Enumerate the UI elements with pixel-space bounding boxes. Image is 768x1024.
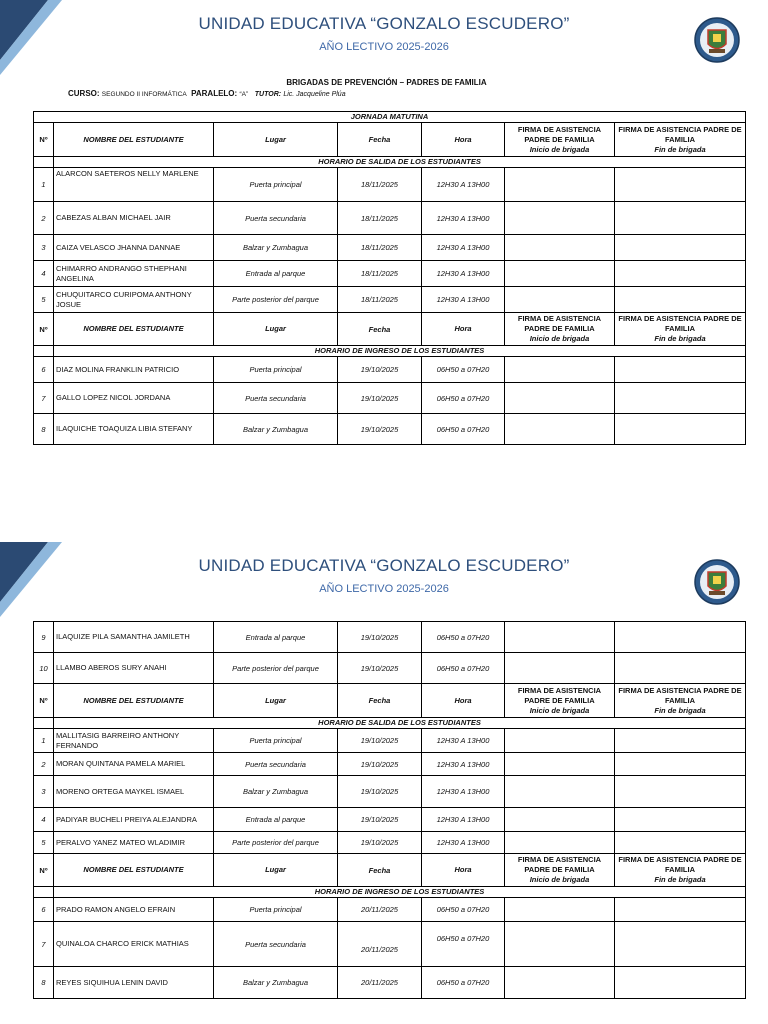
date-cell: 18/11/2025: [338, 261, 422, 287]
signature-cell[interactable]: [615, 622, 746, 653]
table-row: [34, 168, 746, 202]
signature-cell[interactable]: [505, 235, 615, 261]
date-cell: Fecha: [338, 854, 422, 887]
row-number-cell: 7: [34, 383, 54, 414]
time-cell: Hora: [422, 854, 505, 887]
document-page-2: [0, 542, 768, 1024]
time-cell: 06H50 a 07H20: [422, 383, 505, 414]
student-name-cell: MORENO ORTEGA MAYKEL ISMAEL: [54, 776, 214, 808]
student-name-cell: GALLO LOPEZ NICOL JORDANA: [54, 383, 214, 414]
place-cell: Parte posterior del parque: [214, 832, 338, 854]
text-span: Fin de brigada: [654, 705, 706, 715]
column-header: NOMBRE DEL ESTUDIANTE: [54, 854, 214, 887]
time-cell: 06H50 a 07H20: [422, 622, 505, 653]
row-number-cell: 6: [34, 898, 54, 922]
document-heading: BRIGADAS DE PREVENCIÓN – PADRES DE FAMILIA: [286, 78, 487, 87]
header-row: [34, 123, 746, 157]
place-cell: Puerta secundaria: [214, 383, 338, 414]
signature-cell[interactable]: [505, 776, 615, 808]
date-cell: 19/10/2025: [338, 808, 422, 832]
signature-cell[interactable]: [505, 753, 615, 776]
text-span: Inicio de brigada: [529, 334, 590, 343]
time-cell: 12H30 A 13H00: [422, 832, 505, 854]
row-number-cell: 1: [34, 729, 54, 753]
col-hora-header: Hora: [422, 123, 505, 157]
paralelo-label: PARALELO:: [191, 89, 238, 98]
student-name-cell: PADIYAR BUCHELI PREIYA ALEJANDRA: [54, 808, 214, 832]
row-number-cell: 8: [34, 967, 54, 999]
student-name-cell: ILAQUIZE PILA SAMANTHA JAMILETH: [54, 622, 214, 653]
student-name-cell: MORAN QUINTANA PAMELA MARIEL: [54, 753, 214, 776]
table-cell: [505, 313, 615, 346]
signature-cell[interactable]: [615, 168, 746, 202]
student-name-cell: CAIZA VELASCO JHANNA DANNAE: [54, 235, 214, 261]
time-cell: Hora: [422, 684, 505, 718]
time-cell: 06H50 a 07H20: [422, 414, 505, 445]
text-span: [34, 112, 746, 445]
header-row: [34, 854, 746, 887]
table-row: [34, 808, 746, 832]
document-page-1: [0, 0, 768, 500]
salida-band-row: [34, 718, 746, 729]
place-cell: Parte posterior del parque: [214, 653, 338, 684]
text-span: Inicio de brigada: [529, 144, 590, 154]
place-cell: Puerta principal: [214, 357, 338, 383]
table-row: [34, 414, 746, 445]
school-year: AÑO LECTIVO 2025-2026: [319, 41, 449, 53]
student-name-cell: LLAMBO ABEROS SURY ANAHI: [54, 653, 214, 684]
date-cell: 19/10/2025: [338, 776, 422, 808]
time-cell: 06H50 a 07H20: [422, 357, 505, 383]
place-cell: Entrada al parque: [214, 808, 338, 832]
place-cell: Puerta principal: [214, 729, 338, 753]
table-row: [34, 729, 746, 753]
curso-value: SEGUNDO II INFORMÁTICA: [101, 91, 187, 98]
time-cell: 06H50 a 07H20: [422, 967, 505, 999]
table-row: [34, 967, 746, 999]
signature-cell[interactable]: [505, 168, 615, 202]
table-row: [34, 753, 746, 776]
date-cell: 19/10/2025: [338, 729, 422, 753]
row-number-cell: 2: [34, 753, 54, 776]
signature-cell[interactable]: [505, 967, 615, 999]
signature-cell[interactable]: [615, 967, 746, 999]
salida-band-row: [34, 157, 746, 168]
course-info: [68, 89, 346, 98]
curso-label: CURSO:: [68, 89, 100, 98]
table-row: [34, 776, 746, 808]
row-number-cell: 2: [34, 202, 54, 235]
table-cell: [615, 854, 746, 887]
place-cell: Balzar y Zumbagua: [214, 967, 338, 999]
header-row: [34, 313, 746, 346]
signature-cell[interactable]: [615, 898, 746, 922]
date-cell: 19/10/2025: [338, 832, 422, 854]
school-title: UNIDAD EDUCATIVA “GONZALO ESCUDERO”: [198, 556, 570, 575]
time-cell: 12H30 A 13H00: [422, 261, 505, 287]
place-cell: Lugar: [214, 684, 338, 718]
time-cell: Hora: [422, 313, 505, 346]
date-cell: 19/10/2025: [338, 357, 422, 383]
text-span: Fin de brigada: [654, 875, 706, 884]
school-title: UNIDAD EDUCATIVA “GONZALO ESCUDERO”: [198, 14, 570, 33]
col-name-header: NOMBRE DEL ESTUDIANTE: [54, 123, 214, 157]
place-cell: Puerta principal: [214, 898, 338, 922]
ingreso-band-row: [34, 346, 746, 357]
table-cell: [34, 887, 54, 898]
row-number-cell: 3: [34, 776, 54, 808]
signature-cell[interactable]: [615, 653, 746, 684]
place-cell: Puerta secundaria: [214, 202, 338, 235]
corner-decoration: [0, 542, 90, 617]
place-cell: Entrada al parque: [214, 622, 338, 653]
student-name-cell: CABEZAS ALBAN MICHAEL JAIR: [54, 202, 214, 235]
column-header: HORARIO DE INGRESO DE LOS ESTUDIANTES: [54, 887, 746, 898]
date-cell: 18/11/2025: [338, 287, 422, 313]
row-number-cell: 3: [34, 235, 54, 261]
row-number-cell: 8: [34, 414, 54, 445]
school-crest-logo: [694, 8, 740, 72]
text-span: FIRMA DE ASISTENCIA PADRE DE FAMILIA: [618, 855, 742, 874]
text-span: Inicio de brigada: [529, 705, 590, 715]
time-cell: 12H30 A 13H00: [422, 729, 505, 753]
place-cell: Puerta secundaria: [214, 922, 338, 967]
signature-cell[interactable]: [615, 776, 746, 808]
date-cell: 19/10/2025: [338, 383, 422, 414]
place-cell: Parte posterior del parque: [214, 287, 338, 313]
table-row: [34, 832, 746, 854]
student-name-cell: CHUQUITARCO CURIPOMA ANTHONY JOSUE: [54, 287, 214, 313]
row-number-cell: 5: [34, 832, 54, 854]
signature-cell[interactable]: [505, 729, 615, 753]
place-cell: Lugar: [214, 313, 338, 346]
row-number-cell: Nº: [34, 313, 54, 346]
jornada-label: JORNADA MATUTINA: [34, 112, 746, 123]
table-cell: [615, 684, 746, 718]
brigade-table-2: [33, 621, 746, 999]
signature-cell[interactable]: [615, 202, 746, 235]
date-cell: Fecha: [338, 313, 422, 346]
row-number-cell: 4: [34, 808, 54, 832]
table-row: [34, 202, 746, 235]
ingreso-band-row: [34, 887, 746, 898]
date-cell: 20/11/2025: [338, 967, 422, 999]
tutor-value: Lic. Jacqueline Plúa: [283, 91, 346, 98]
text-span: FIRMA DE ASISTENCIA PADRE DE FAMILIA: [618, 685, 742, 705]
time-cell: 12H30 A 13H00: [422, 808, 505, 832]
signature-cell[interactable]: [615, 832, 746, 854]
text-span: FIRMA DE ASISTENCIA PADRE DE FAMILIA: [517, 314, 602, 333]
time-cell: 06H50 a 07H20: [422, 922, 505, 967]
time-cell: 12H30 A 13H00: [422, 776, 505, 808]
salida-label: HORARIO DE SALIDA DE LOS ESTUDIANTES: [54, 157, 746, 168]
tutor-label: TUTOR:: [254, 91, 282, 98]
row-number-cell: 10: [34, 653, 54, 684]
signature-cell[interactable]: [615, 808, 746, 832]
table-row: [34, 898, 746, 922]
table-row: [34, 653, 746, 684]
page-gap: [0, 500, 768, 542]
table-row: [34, 235, 746, 261]
time-cell: 12H30 A 13H00: [422, 202, 505, 235]
date-cell: 19/10/2025: [338, 753, 422, 776]
row-number-cell: Nº: [34, 684, 54, 718]
date-cell: 20/11/2025: [338, 922, 422, 967]
column-header: NOMBRE DEL ESTUDIANTE: [54, 684, 214, 718]
text-span: Fin de brigada: [654, 334, 706, 343]
text-span: FIRMA DE ASISTENCIA PADRE DE FAMILIA: [618, 124, 742, 144]
signature-cell[interactable]: [505, 357, 615, 383]
student-name-cell: PRADO RAMON ANGELO EFRAIN: [54, 898, 214, 922]
signature-cell[interactable]: [505, 898, 615, 922]
text-span: Inicio de brigada: [529, 875, 590, 884]
time-cell: 06H50 a 07H20: [422, 898, 505, 922]
signature-cell[interactable]: [505, 287, 615, 313]
time-cell: 12H30 A 13H00: [422, 168, 505, 202]
col-firma-inicio-header: [505, 123, 615, 157]
text-span: FIRMA DE ASISTENCIA PADRE DE FAMILIA: [517, 124, 602, 144]
place-cell: Lugar: [214, 854, 338, 887]
signature-cell[interactable]: [505, 832, 615, 854]
signature-cell[interactable]: [615, 383, 746, 414]
corner-decoration: [0, 0, 90, 75]
signature-cell[interactable]: [615, 357, 746, 383]
date-cell: 18/11/2025: [338, 202, 422, 235]
table-cell: [34, 346, 54, 357]
table-row: [34, 622, 746, 653]
signature-cell[interactable]: [505, 653, 615, 684]
date-cell: Fecha: [338, 684, 422, 718]
row-number-cell: Nº: [34, 854, 54, 887]
date-cell: 18/11/2025: [338, 168, 422, 202]
col-firma-fin-header: [615, 123, 746, 157]
signature-cell[interactable]: [505, 622, 615, 653]
date-cell: 19/10/2025: [338, 622, 422, 653]
table-cell: [505, 854, 615, 887]
column-header: HORARIO DE SALIDA DE LOS ESTUDIANTES: [54, 718, 746, 729]
col-fecha-header: Fecha: [338, 123, 422, 157]
place-cell: Puerta secundaria: [214, 753, 338, 776]
brigade-table-1: [33, 111, 746, 445]
text-span: Fin de brigada: [654, 144, 706, 154]
column-header: NOMBRE DEL ESTUDIANTE: [54, 313, 214, 346]
signature-cell[interactable]: [505, 261, 615, 287]
student-name-cell: REYES SIQUIHUA LENIN DAVID: [54, 967, 214, 999]
row-number-cell: 7: [34, 922, 54, 967]
school-crest-logo: [694, 550, 740, 614]
school-year: AÑO LECTIVO 2025-2026: [319, 583, 449, 595]
student-name-cell: QUINALOA CHARCO ERICK MATHIAS: [54, 922, 214, 967]
student-name-cell: DIAZ MOLINA FRANKLIN PATRICIO: [54, 357, 214, 383]
row-number-cell: 9: [34, 622, 54, 653]
place-cell: Balzar y Zumbagua: [214, 414, 338, 445]
student-name-cell: CHIMARRO ANDRANGO STHEPHANI ANGELINA: [54, 261, 214, 287]
table-cell: [34, 718, 54, 729]
row-number-cell: 6: [34, 357, 54, 383]
table-row: [34, 383, 746, 414]
signature-cell[interactable]: [615, 287, 746, 313]
signature-cell[interactable]: [505, 414, 615, 445]
text-span: FIRMA DE ASISTENCIA PADRE DE FAMILIA: [618, 314, 742, 333]
signature-cell[interactable]: [615, 261, 746, 287]
row-number-cell: 4: [34, 261, 54, 287]
jornada-row: [34, 112, 746, 123]
time-cell: 12H30 A 13H00: [422, 235, 505, 261]
student-name-cell: PERALVO YANEZ MATEO WLADIMIR: [54, 832, 214, 854]
table-cell: [615, 313, 746, 346]
table-row: [34, 261, 746, 287]
student-name-cell: ALARCON SAETEROS NELLY MARLENE: [54, 168, 214, 202]
table-row: [34, 922, 746, 967]
signature-cell[interactable]: [505, 202, 615, 235]
signature-cell[interactable]: [615, 414, 746, 445]
table-cell: [34, 157, 54, 168]
signature-cell[interactable]: [615, 729, 746, 753]
row-number-cell: 1: [34, 168, 54, 202]
time-cell: 06H50 a 07H20: [422, 653, 505, 684]
place-cell: Entrada al parque: [214, 261, 338, 287]
time-cell: 12H30 A 13H00: [422, 287, 505, 313]
col-num-header: Nº: [34, 123, 54, 157]
text-span: [34, 622, 746, 999]
table-row: [34, 287, 746, 313]
signature-cell[interactable]: [505, 922, 615, 967]
date-cell: 20/11/2025: [338, 898, 422, 922]
col-lugar-header: Lugar: [214, 123, 338, 157]
text-span: FIRMA DE ASISTENCIA PADRE DE FAMILIA: [517, 855, 602, 874]
table-row: [34, 357, 746, 383]
place-cell: Puerta principal: [214, 168, 338, 202]
row-number-cell: 5: [34, 287, 54, 313]
signature-cell[interactable]: [615, 235, 746, 261]
date-cell: 19/10/2025: [338, 653, 422, 684]
signature-cell[interactable]: [505, 808, 615, 832]
header-row: [34, 684, 746, 718]
time-cell: 12H30 A 13H00: [422, 753, 505, 776]
signature-cell[interactable]: [615, 922, 746, 967]
date-cell: 19/10/2025: [338, 414, 422, 445]
date-cell: 18/11/2025: [338, 235, 422, 261]
signature-cell[interactable]: [615, 753, 746, 776]
place-cell: Balzar y Zumbagua: [214, 776, 338, 808]
student-name-cell: ILAQUICHE TOAQUIZA LIBIA STEFANY: [54, 414, 214, 445]
place-cell: Balzar y Zumbagua: [214, 235, 338, 261]
student-name-cell: MALLITASIG BARREIRO ANTHONY FERNANDO: [54, 729, 214, 753]
table-cell: [505, 684, 615, 718]
paralelo-value: “A”: [239, 91, 249, 98]
ingreso-label: HORARIO DE INGRESO DE LOS ESTUDIANTES: [54, 346, 746, 357]
signature-cell[interactable]: [505, 383, 615, 414]
text-span: FIRMA DE ASISTENCIA PADRE DE FAMILIA: [517, 685, 602, 705]
